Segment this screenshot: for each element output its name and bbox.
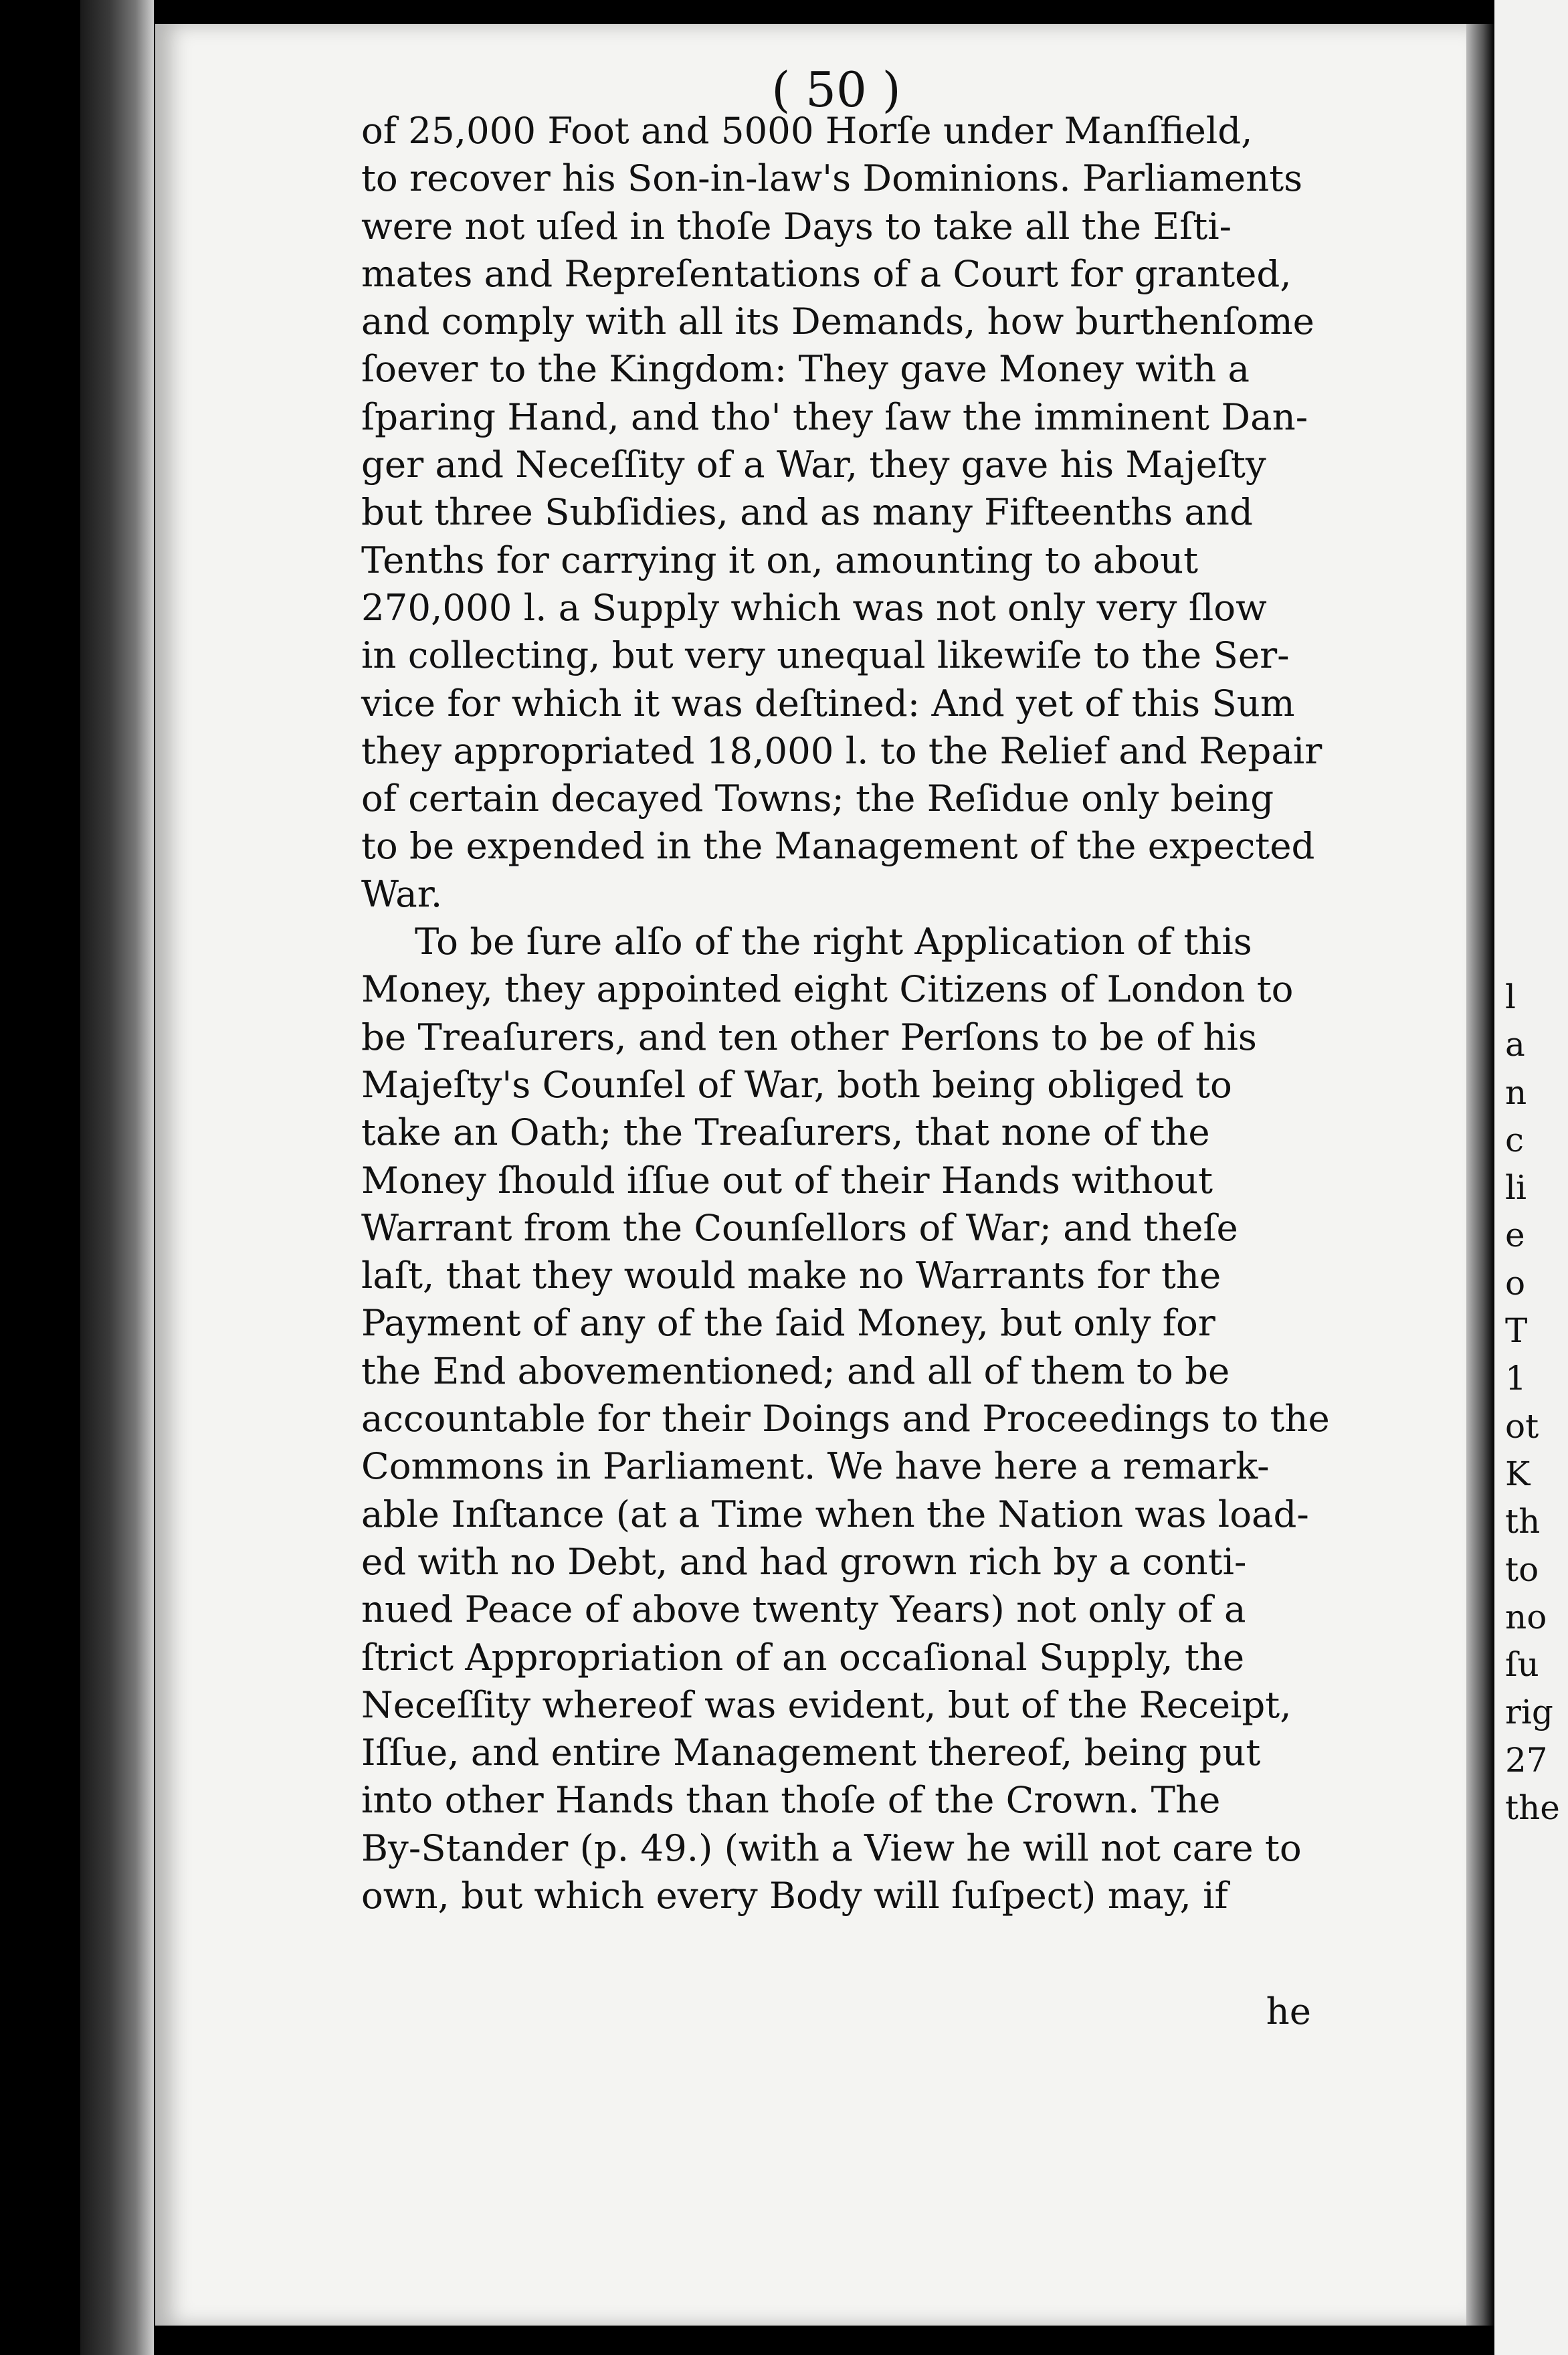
text-line: Commons in Parliament. We have here a remark-: [361, 1444, 1270, 1488]
fragment: K: [1505, 1454, 1531, 1493]
facing-page-text-fragments: [1505, 973, 1568, 1832]
text-line: able Inſtance (at a Time when the Nation was load-: [361, 1492, 1309, 1535]
text-line: ed with no Debt, and had grown rich by a conti-: [361, 1539, 1247, 1583]
text-line: Neceſſity whereof was evident, but of the Receipt,: [361, 1683, 1292, 1726]
text-line: Money, they appointed eight Citizens of London to: [361, 967, 1294, 1011]
fragment: T: [1505, 1311, 1528, 1351]
fragment: rig: [1505, 1693, 1553, 1732]
fragment: c: [1505, 1120, 1525, 1159]
text-line: the End abovementioned; and all of them to be: [361, 1349, 1230, 1392]
text-line: were not uſed in thoſe Days to take all the Eſti-: [361, 204, 1232, 248]
text-line: Majeſty's Counſel of War, both being obliged to: [361, 1062, 1232, 1106]
text-line: to recover his Son-in-law's Dominions. Parliaments: [361, 157, 1303, 200]
fragment: no: [1505, 1597, 1547, 1636]
body-text: [361, 107, 1338, 1919]
fragment: the: [1505, 1788, 1560, 1828]
text-line: be Treaſurers, and ten other Perſons to be of his: [361, 1015, 1257, 1058]
fragment: a: [1505, 1025, 1525, 1064]
text-line: By-Stander (p. 49.) (with a View he will not care to: [361, 1826, 1302, 1869]
fragment: th: [1505, 1502, 1541, 1541]
text-line: but three Subſidies, and as many Fifteenths and: [361, 490, 1253, 534]
text-line: to be expended in the Management of the expected: [361, 824, 1315, 868]
text-line: in collecting, but very unequal likewiſe to the Ser-: [361, 634, 1290, 677]
page-number: ( 50 ): [771, 62, 901, 118]
fragment: n: [1505, 1072, 1527, 1112]
fragment: e: [1505, 1216, 1525, 1255]
text-line: they appropriated 18,000 l. to the Relief and Repair: [361, 729, 1322, 772]
text-line: accountable for their Doings and Proceedings to the: [361, 1397, 1330, 1440]
text-line: ger and Neceſſity of a War, they gave his Majeſty: [361, 443, 1266, 486]
text-line: Warrant from the Counſellors of War; and theſe: [361, 1206, 1238, 1249]
text-line: and comply with all its Demands, how burthenſome: [361, 300, 1314, 343]
text-line: Iſſue, and entire Management thereof, being put: [361, 1731, 1261, 1774]
fragment: ſu: [1505, 1645, 1539, 1685]
fragment: o: [1505, 1263, 1526, 1303]
text-line: mates and Repreſentations of a Court for granted,: [361, 252, 1292, 295]
text-line: Money ſhould iſſue out of their Hands without: [361, 1158, 1213, 1202]
fragment: l: [1505, 977, 1516, 1016]
paragraph-start-line: To be ſure alſo of the right Application of this: [415, 920, 1252, 963]
text-line: of 25,000 Foot and 5000 Horſe under Manſfield,: [361, 109, 1253, 152]
text-line: War.: [361, 872, 443, 915]
fragment: 27: [1505, 1740, 1548, 1780]
catchword: he: [1266, 1990, 1311, 2033]
text-line: Tenths for carrying it on, amounting to about: [361, 538, 1199, 581]
page-edge-shadow: [1466, 24, 1494, 2326]
fragment: ot: [1505, 1406, 1539, 1446]
fragment: li: [1505, 1168, 1527, 1208]
text-line: 270,000 l. a Supply which was not only very ſlow: [361, 585, 1267, 629]
fragment: 1: [1505, 1359, 1527, 1398]
text-line: take an Oath; the Treaſurers, that none of the: [361, 1111, 1210, 1154]
text-line: ſtrict Appropriation of an occaſional Supply, the: [361, 1635, 1245, 1679]
text-line: ſoever to the Kingdom: They gave Money with a: [361, 347, 1250, 391]
text-line: vice for which it was deſtined: And yet of this Sum: [361, 681, 1295, 725]
text-line: into other Hands than thoſe of the Crown. The: [361, 1778, 1221, 1822]
text-line: laſt, that they would make no Warrants for the: [361, 1254, 1221, 1297]
text-line: ſparing Hand, and tho' they ſaw the imminent Dan-: [361, 395, 1308, 438]
text-line: own, but which every Body will ſuſpect) may, if: [361, 1873, 1228, 1917]
book-gutter: [80, 0, 154, 2355]
text-line: of certain decayed Towns; the Reſidue only being: [361, 777, 1274, 820]
text-line: nued Peace of above twenty Years) not only of a: [361, 1588, 1246, 1631]
text-line: Payment of any of the ſaid Money, but only for: [361, 1301, 1215, 1345]
fragment: to: [1505, 1549, 1539, 1589]
